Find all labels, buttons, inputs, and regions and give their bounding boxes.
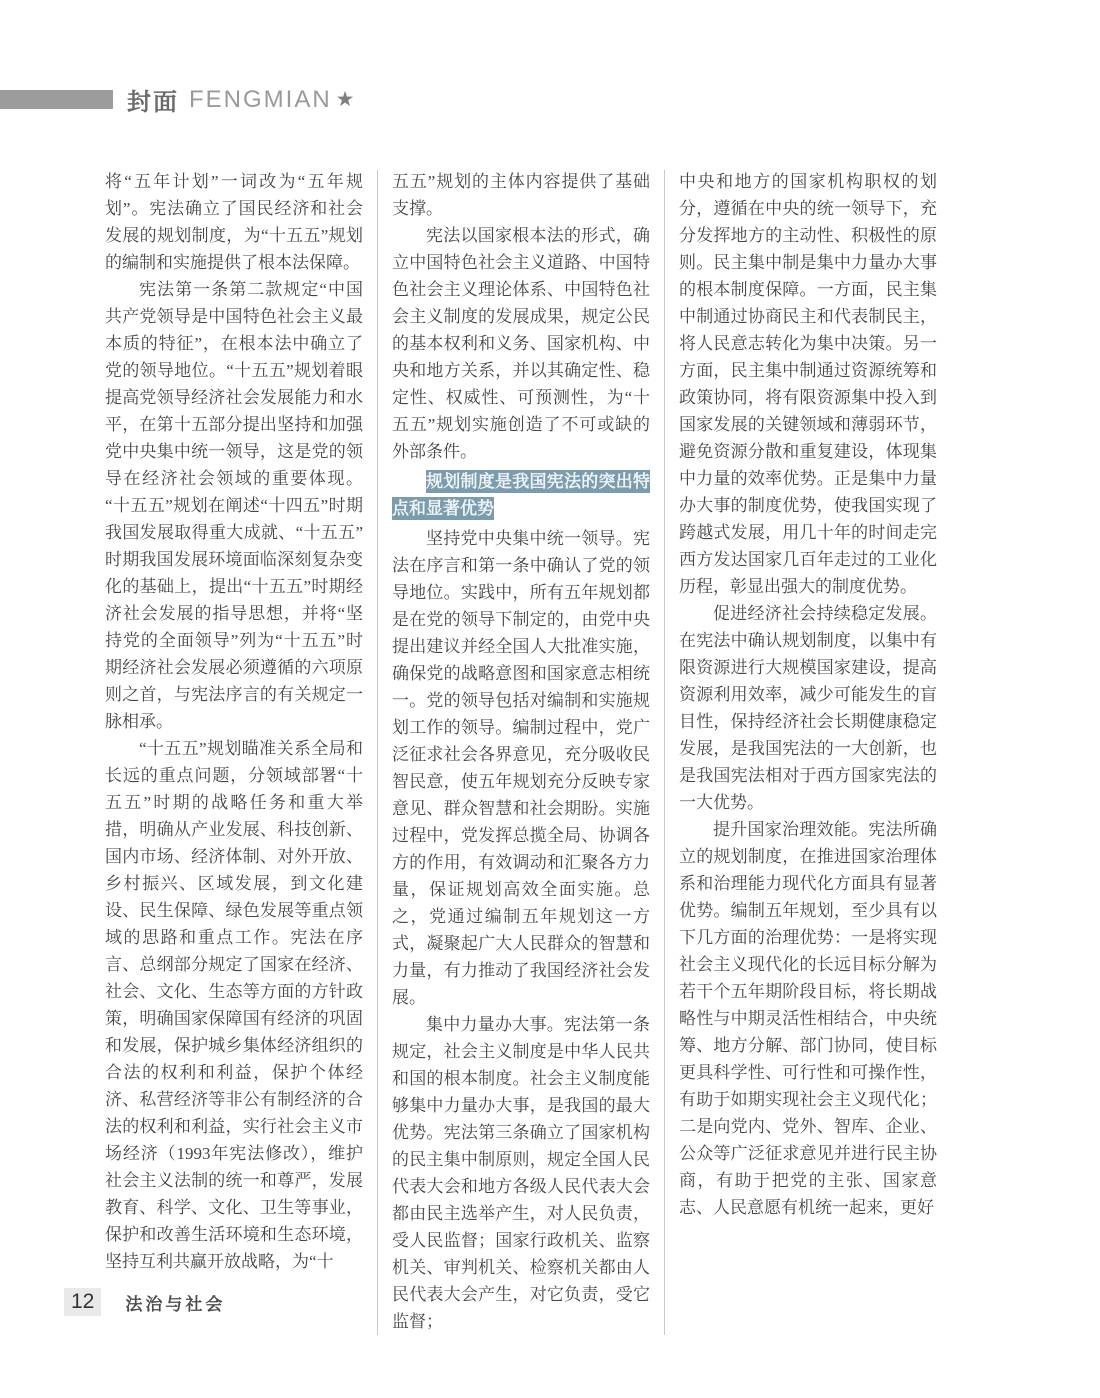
section-title-pinyin: FENGMIAN [189,85,332,113]
paragraph: 宪法第一条第二款规定“中国共产党领导是中国特色社会主义最本质的特征”，在根本法中确立了党的领导地位。“十五五”规划着眼提高党领导经济社会发展能力和水平，在第十五部分提出坚持和加强党中央集中统一领导，这是党的领导在经济社会领域的重要体现。“十五五”规划在阐述“十四五”时期我国发展取得重大成就、“十五五”时期我国发展环境面临深刻复杂变化的基础上，提出“十五五”时期经济社会发展的指导思想，并将“坚持党的全面领导”列为“十五五”时期经济社会发展必须遵循的六项原则之首，与宪法序言的有关规定一脉相承。 [105,280,363,731]
paragraph: 提升国家治理效能。宪法所确立的规划制度，在推进国家治理体系和治理能力现代化方面具有显著优势。编制五年规划，至少具有以下几方面的治理优势：一是将实现社会主义现代化的长远目标分解为若干个五年期阶段目标，将长期战略性与中期灵活性相结合，中央统筹、地方分解、部门协同，使目标更具科学性、可行性和可操作性，有助于如期实现社会主义现代化；二是向党内、党外、智库、企业、公众等广泛征求意见并进行民主协商，有助于把党的主张、国家意志、人民意愿有机统一起来，更好 [679,820,937,1217]
paragraph: 将“五年计划”一词改为“五年规划”。宪法确立了国民经济和社会发展的规划制度，为“十五五”规划的编制和实施提供了根本法保障。 [105,172,363,272]
paragraph: 中央和地方的国家机构职权的划分，遵循在中央的统一领导下，充分发挥地方的主动性、积极性的原则。民主集中制是集中力量办大事的根本制度保障。一方面，民主集中制通过协商民主和代表制民主，将人民意志转化为集中决策。另一方面，民主集中制通过资源统筹和政策协同，将有限资源集中投入到国家发展的关键领域和薄弱环节，避免资源分散和重复建设，体现集中力量的效率优势。正是集中力量办大事的制度优势，使我国实现了跨越式发展，用几十年的时间走完西方发达国家几百年走过的工业化历程，彰显出强大的制度优势。 [679,172,937,596]
article-body [105,168,937,1335]
paragraph: 集中力量办大事。宪法第一条规定，社会主义制度是中华人民共和国的根本制度。社会主义制度能够集中力量办大事，是我国的最大优势。宪法第三条确立了国家机构的民主集中制原则，规定全国人民代表大会和地方各级人民代表大会都由民主选举产生，对人民负责，受人民监督；国家行政机关、监察机关、审判机关、检察机关都由人民代表大会产生，对它负责，受它监督； [392,1015,650,1331]
section-heading-highlight: 规划制度是我国宪法的突出特点和显著优势 [392,472,650,518]
paragraph: “十五五”规划瞄准关系全局和长远的重点问题，分领域部署“十五五”时期的战略任务和重大举措，明确从产业发展、科技创新、国内市场、经济体制、对外开放、乡村振兴、区域发展，到文化建设、民生保障、绿色发展等重点领域的思路和重点工作。宪法在序言、总纲部分规定了国家在经济、社会、文化、生态等方面的方针政策，明确国家保障国有经济的巩固和发展，保护城乡集体经济组织的合法的权利和利益，保护个体经济、私营经济等非公有制经济的合法的权利和利益，实行社会主义市场经济（1993年宪法修改），维护社会主义法制的统一和尊严，发展教育、科学、文化、卫生等事业，保护和改善生活环境和生态环境，坚持互利共赢开放战略，为“十 [105,739,363,1271]
column-divider [664,170,665,1335]
page-footer [64,1288,225,1316]
section-title-chinese: 封面 [127,89,179,116]
text-column-3 [679,168,937,1335]
paragraph: 五五”规划的主体内容提供了基础支撑。 [392,172,650,218]
section-heading [392,468,650,522]
column-divider [377,170,378,1335]
page-number: 12 [64,1288,101,1316]
text-column-1 [105,168,363,1335]
journal-name: 法治与社会 [125,1294,226,1314]
paragraph: 宪法以国家根本法的形式，确立中国特色社会主义道路、中国特色社会主义理论体系、中国特色社会主义制度的发展成果，规定公民的基本权利和义务、国家机构、中央和地方关系，并以其确定性、稳定性、权威性、可预测性，为“十五五”规划实施创造了不可或缺的外部条件。 [392,226,650,461]
header-bar [0,90,113,109]
text-column-2 [392,168,650,1335]
section-header [127,82,355,117]
paragraph: 坚持党中央集中统一领导。宪法在序言和第一条中确认了党的领导地位。实践中，所有五年规划都是在党的领导下制定的，由党中央提出建议并经全国人大批准实施，确保党的战略意图和国家意志相统一。党的领导包括对编制和实施规划工作的领导。编制过程中，党广泛征求社会各界意见，充分吸收民智民意，使五年规划充分反映专家意见、群众智慧和社会期盼。实施过程中，党发挥总揽全局、协调各方的作用，有效调动和汇聚各方力量，保证规划高效全面实施。总之，党通过编制五年规划这一方式，凝聚起广大人民群众的智慧和力量，有力推动了我国经济社会发展。 [392,529,650,1007]
star-icon: ★ [335,88,355,111]
paragraph: 促进经济社会持续稳定发展。在宪法中确认规划制度，以集中有限资源进行大规模国家建设，提高资源利用效率，减少可能发生的盲目性，保持经济社会长期健康稳定发展，是我国宪法的一大创新，也是我国宪法相对于西方国家宪法的一大优势。 [679,604,937,812]
